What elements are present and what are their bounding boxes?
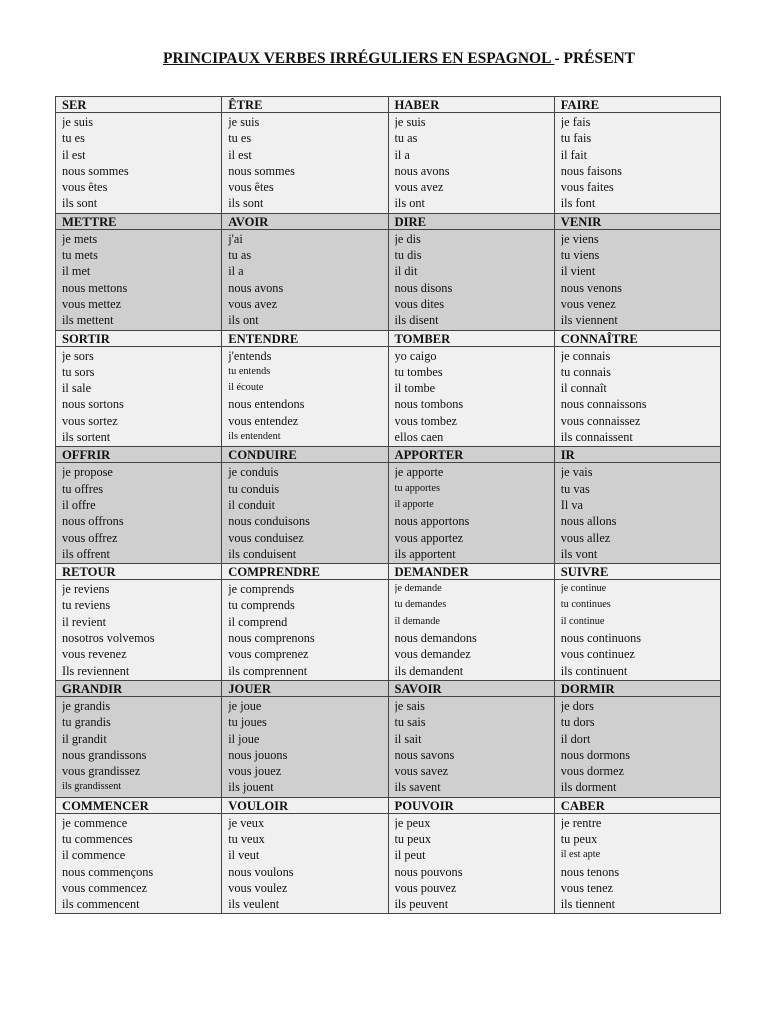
conjugated-form: je propose <box>62 465 113 480</box>
conjugated-form: je dis <box>394 231 421 246</box>
conjugated-form: je sors <box>62 348 94 363</box>
conjugated-form: ils mettent <box>62 313 114 328</box>
conjugated-form: il écoute <box>228 382 264 394</box>
verb-name: ÊTRE <box>222 97 388 113</box>
conjugated-form: vous mettez <box>62 296 122 311</box>
conjugated-form: tu reviens <box>62 598 111 613</box>
conjugated-form: ils conduisent <box>228 546 297 561</box>
conjugated-form: je suis <box>394 115 426 129</box>
conjugated-form: je suis <box>228 115 260 129</box>
conjugated-form: il dit <box>394 264 418 279</box>
conjugated-form: vous jouez <box>228 764 282 779</box>
conjugated-form: vous pouvez <box>394 880 457 895</box>
conjugated-form: je sais <box>394 698 425 713</box>
conjugated-form: nous mettons <box>62 280 128 295</box>
conjugated-form: vous tombez <box>394 413 457 428</box>
conjugated-form: tu vas <box>560 481 590 496</box>
conjugated-form: il veut <box>228 848 260 863</box>
verb-conjugation-cell <box>222 580 388 681</box>
verb-conjugation-cell <box>554 346 720 447</box>
verb-name: AVOIR <box>222 213 388 229</box>
conjugated-form: vous entendez <box>228 413 299 428</box>
conjugated-form: il joue <box>228 731 260 746</box>
conjugated-form: il grandit <box>62 731 107 746</box>
verb-name: POUVOIR <box>388 797 554 813</box>
conjugated-form: vous continuez <box>560 647 635 662</box>
verb-forms-row <box>56 696 721 797</box>
conjugated-form: vous apportez <box>394 530 464 545</box>
conjugated-form: tu entends <box>228 365 271 377</box>
verb-conjugation-cell <box>222 113 388 214</box>
conjugated-form: tu tombes <box>394 364 443 379</box>
conjugated-form: ils disent <box>394 313 439 328</box>
conjugated-form: vous dormez <box>560 764 624 779</box>
conjugated-form: yo caigo <box>394 348 437 363</box>
conjugated-form: je commence <box>62 815 128 830</box>
verb-conjugation-cell <box>388 346 554 447</box>
verb-header-row <box>56 97 721 113</box>
conjugated-form: nous voulons <box>228 864 294 879</box>
conjugated-form: vous tenez <box>560 880 613 895</box>
conjugated-form: nous tenons <box>560 864 620 879</box>
verb-conjugation-cell <box>388 113 554 214</box>
conjugated-form: nous sommes <box>228 163 295 178</box>
conjugated-form: vous faites <box>560 180 614 195</box>
conjugated-form: tu dors <box>560 715 595 730</box>
conjugated-form: il sait <box>394 731 422 746</box>
conjugated-form: vous voulez <box>228 880 288 895</box>
conjugated-form: vous allez <box>560 530 611 545</box>
conjugated-form: je vais <box>560 465 593 480</box>
conjugated-form: nous continuons <box>560 631 642 646</box>
verb-name: IR <box>554 447 720 463</box>
conjugated-form: nous entendons <box>228 397 305 412</box>
conjugated-form: il continue <box>560 615 605 627</box>
verb-forms-row <box>56 463 721 564</box>
conjugated-form: vous sortez <box>62 413 118 428</box>
conjugated-form: nous conduisons <box>228 514 310 529</box>
verb-name: METTRE <box>56 213 222 229</box>
verb-name: SORTIR <box>56 330 222 346</box>
conjugated-form: vous offrez <box>62 530 118 545</box>
conjugated-form: je joue <box>228 698 262 713</box>
conjugated-form: nous savons <box>394 747 455 762</box>
conjugated-form: nous commençons <box>62 864 154 879</box>
conjugated-form: je veux <box>228 815 265 830</box>
verb-name: DIRE <box>388 213 554 229</box>
conjugated-form: il vient <box>560 264 596 279</box>
verb-conjugation-cell <box>388 229 554 330</box>
verb-name: COMPRENDRE <box>222 564 388 580</box>
conjugated-form: ils savent <box>394 780 441 795</box>
conjugated-form: je reviens <box>62 582 110 597</box>
conjugated-form: tu conduis <box>228 481 280 496</box>
conjugated-form: ils offrent <box>62 546 110 561</box>
conjugated-form: Ils reviennent <box>62 663 130 678</box>
verb-forms-row <box>56 813 721 914</box>
conjugated-form: tu as <box>228 248 252 263</box>
conjugated-form: tu mets <box>62 248 98 263</box>
conjugated-form: ils ont <box>394 196 425 211</box>
verb-name: CONNAÎTRE <box>554 330 720 346</box>
verb-name: GRANDIR <box>56 680 222 696</box>
verb-conjugation-cell <box>554 580 720 681</box>
verb-conjugation-cell <box>388 813 554 914</box>
conjugated-form: ils dorment <box>560 780 617 795</box>
conjugated-form: ils grandissent <box>62 781 122 793</box>
conjugated-form: tu fais <box>560 131 592 146</box>
conjugated-form: il est <box>62 147 86 162</box>
verb-conjugation-cell <box>554 696 720 797</box>
verb-conjugation-cell <box>56 113 222 214</box>
conjugated-form: nous offrons <box>62 514 124 529</box>
conjugated-form: vous grandissez <box>62 764 141 779</box>
conjugated-form: il sale <box>62 381 92 396</box>
verb-conjugation-cell <box>388 463 554 564</box>
conjugated-form: ils demandent <box>394 663 464 678</box>
conjugated-form: tu sors <box>62 364 95 379</box>
conjugated-form: ils jouent <box>228 780 274 795</box>
verb-name: RETOUR <box>56 564 222 580</box>
conjugated-form: je peux <box>394 815 431 830</box>
verb-name: JOUER <box>222 680 388 696</box>
verb-conjugation-cell <box>554 463 720 564</box>
conjugated-form: il revient <box>62 614 107 629</box>
conjugated-form: ils sont <box>228 196 264 211</box>
conjugated-form: nous faisons <box>560 163 622 178</box>
conjugated-form: ils apportent <box>394 546 456 561</box>
conjugated-form: il peut <box>394 848 426 863</box>
conjugated-form: vous venez <box>560 296 616 311</box>
verb-conjugation-cell <box>222 346 388 447</box>
conjugated-form: nous venons <box>560 280 622 295</box>
verb-forms-row <box>56 580 721 681</box>
conjugated-form: vous êtes <box>228 180 274 195</box>
verb-conjugation-cell <box>56 813 222 914</box>
conjugated-form: il dort <box>560 731 591 746</box>
conjugated-form: il offre <box>62 497 96 512</box>
verb-header-row <box>56 213 721 229</box>
conjugated-form: ils peuvent <box>394 897 449 912</box>
conjugated-form: nous grandissons <box>62 747 147 762</box>
conjugated-form: tu demandes <box>394 599 447 611</box>
verb-table <box>55 96 721 914</box>
conjugated-form: il connaît <box>560 381 607 396</box>
conjugated-form: nous apportons <box>394 514 470 529</box>
conjugated-form: tu grandis <box>62 715 111 730</box>
conjugated-form: vous commencez <box>62 880 148 895</box>
conjugated-form: je fais <box>560 115 591 129</box>
conjugated-form: j'ai <box>228 231 243 246</box>
conjugated-form: ils comprennent <box>228 663 308 678</box>
conjugated-form: il tombe <box>394 381 436 396</box>
conjugated-form: il apporte <box>394 498 434 510</box>
conjugated-form: ils entendent <box>228 431 281 443</box>
conjugated-form: je viens <box>560 231 599 246</box>
verb-conjugation-cell <box>554 229 720 330</box>
verb-conjugation-cell <box>222 463 388 564</box>
conjugated-form: ils continuent <box>560 663 628 678</box>
conjugated-form: tu sais <box>394 715 426 730</box>
conjugated-form: nous tombons <box>394 397 464 412</box>
verb-conjugation-cell <box>56 580 222 681</box>
conjugated-form: ils commencent <box>62 897 140 912</box>
verb-header-row <box>56 447 721 463</box>
conjugated-form: vous conduisez <box>228 530 304 545</box>
conjugated-form: tu veux <box>228 831 265 846</box>
conjugated-form: je comprends <box>228 582 295 597</box>
conjugated-form: je apporte <box>394 465 444 480</box>
verb-name: CONDUIRE <box>222 447 388 463</box>
verb-name: TOMBER <box>388 330 554 346</box>
conjugated-form: il comprend <box>228 614 288 629</box>
page-title <box>163 50 635 68</box>
verb-name: VOULOIR <box>222 797 388 813</box>
verb-name: CABER <box>554 797 720 813</box>
conjugated-form: nous connaissons <box>560 397 647 412</box>
page-title-suffix: - PRÉSENT <box>554 50 635 67</box>
conjugated-form: vous demandez <box>394 647 471 662</box>
conjugated-form: Il va <box>560 497 583 512</box>
conjugated-form: nous avons <box>394 163 450 178</box>
verb-conjugation-cell <box>222 229 388 330</box>
conjugated-form: ils connaissent <box>560 430 633 445</box>
conjugated-form: il est apte <box>560 849 601 861</box>
verb-conjugation-cell <box>222 813 388 914</box>
verb-conjugation-cell <box>56 346 222 447</box>
conjugated-form: nous dormons <box>560 747 631 762</box>
conjugated-form: il demande <box>394 615 440 627</box>
conjugated-form: nous pouvons <box>394 864 463 879</box>
verb-header-row <box>56 680 721 696</box>
conjugated-form: nous jouons <box>228 747 288 762</box>
verb-name: OFFRIR <box>56 447 222 463</box>
conjugated-form: je continue <box>560 583 607 595</box>
conjugated-form: vous revenez <box>62 647 127 662</box>
verb-name: FAIRE <box>554 97 720 113</box>
conjugated-form: il est <box>228 147 252 162</box>
conjugated-form: il commence <box>62 848 126 863</box>
conjugated-form: nous allons <box>560 514 617 529</box>
conjugated-form: je dors <box>560 698 594 713</box>
conjugated-form: ils sont <box>62 196 98 211</box>
verb-header-row <box>56 330 721 346</box>
conjugated-form: je mets <box>62 231 98 246</box>
verb-name: HABER <box>388 97 554 113</box>
verb-name: SER <box>56 97 222 113</box>
conjugated-form: tu continues <box>560 599 611 611</box>
conjugated-form: tu peux <box>394 831 432 846</box>
verb-name: VENIR <box>554 213 720 229</box>
verb-name: APPORTER <box>388 447 554 463</box>
conjugated-form: nous demandons <box>394 631 477 646</box>
conjugated-form: nosotros volvemos <box>62 631 155 646</box>
page-title-main: PRINCIPAUX VERBES IRRÉGULIERS EN ESPAGNOL <box>163 50 555 67</box>
verb-conjugation-cell <box>554 813 720 914</box>
verb-conjugation-cell <box>388 580 554 681</box>
verb-forms-row <box>56 113 721 214</box>
conjugated-form: vous avez <box>228 296 278 311</box>
conjugated-form: vous dites <box>394 296 445 311</box>
verb-conjugation-cell <box>554 113 720 214</box>
conjugated-form: ellos caen <box>394 430 444 445</box>
conjugated-form: tu es <box>228 131 252 146</box>
conjugated-form: ils tiennent <box>560 897 616 912</box>
verb-header-row <box>56 564 721 580</box>
conjugated-form: tu commences <box>62 831 133 846</box>
conjugated-form: j'entends <box>228 348 272 363</box>
verb-conjugation-cell <box>388 696 554 797</box>
conjugated-form: nous sommes <box>62 163 129 178</box>
verb-forms-row <box>56 346 721 447</box>
verb-forms-row <box>56 229 721 330</box>
conjugated-form: il a <box>228 264 244 279</box>
conjugated-form: ils font <box>560 196 596 211</box>
conjugated-form: tu connais <box>560 364 611 379</box>
conjugated-form: vous savez <box>394 764 449 779</box>
verb-table-body <box>56 97 721 914</box>
conjugated-form: il met <box>62 264 91 279</box>
verb-name: COMMENCER <box>56 797 222 813</box>
conjugated-form: ils vont <box>560 546 598 561</box>
conjugated-form: ils ont <box>228 313 259 328</box>
conjugated-form: nous comprenons <box>228 631 315 646</box>
conjugated-form: vous connaissez <box>560 413 641 428</box>
conjugated-form: tu joues <box>228 715 267 730</box>
verb-header-row <box>56 797 721 813</box>
verb-conjugation-cell <box>56 463 222 564</box>
conjugated-form: tu viens <box>560 248 600 263</box>
verb-name: SUIVRE <box>554 564 720 580</box>
verb-name: DORMIR <box>554 680 720 696</box>
conjugated-form: je connais <box>560 348 611 363</box>
conjugated-form: tu as <box>394 131 418 146</box>
conjugated-form: tu peux <box>560 831 598 846</box>
conjugated-form: il a <box>394 147 410 162</box>
verb-name: DEMANDER <box>388 564 554 580</box>
conjugated-form: vous êtes <box>62 180 108 195</box>
conjugated-form: tu offres <box>62 481 104 496</box>
conjugated-form: vous avez <box>394 180 444 195</box>
conjugated-form: il fait <box>560 147 588 162</box>
conjugated-form: vous comprenez <box>228 647 309 662</box>
verb-name: ENTENDRE <box>222 330 388 346</box>
conjugated-form: je demande <box>394 583 442 595</box>
conjugated-form: il conduit <box>228 497 276 512</box>
conjugated-form: je rentre <box>560 815 602 830</box>
conjugated-form: tu apportes <box>394 482 440 494</box>
conjugated-form: tu es <box>62 131 85 146</box>
conjugated-form: nous avons <box>228 280 284 295</box>
conjugated-form: nous sortons <box>62 397 124 412</box>
verb-name: SAVOIR <box>388 680 554 696</box>
conjugated-form: nous disons <box>394 280 453 295</box>
conjugated-form: je grandis <box>62 698 111 713</box>
conjugated-form: ils sortent <box>62 430 111 445</box>
verb-conjugation-cell <box>56 696 222 797</box>
verb-conjugation-cell <box>56 229 222 330</box>
conjugated-form: tu comprends <box>228 598 295 613</box>
conjugated-form: ils veulent <box>228 897 280 912</box>
verb-conjugation-cell <box>222 696 388 797</box>
conjugated-form: je conduis <box>228 465 279 480</box>
conjugated-form: je suis <box>62 115 94 129</box>
conjugated-form: tu dis <box>394 248 422 263</box>
conjugated-form: ils viennent <box>560 313 618 328</box>
